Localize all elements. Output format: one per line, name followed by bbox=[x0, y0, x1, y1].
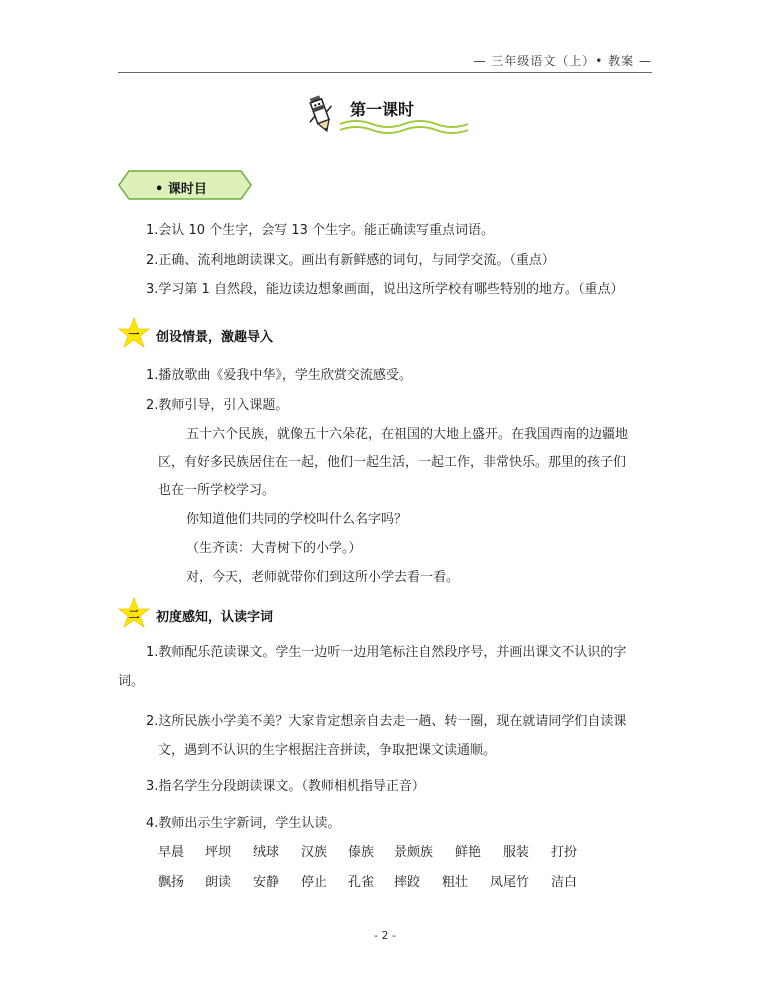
vocab-word: 汉族 bbox=[301, 845, 328, 860]
section-title: 创设情景，激趣导入 bbox=[156, 330, 274, 345]
paragraph-line: 区，有好多民族居住在一起，他们一起生活，一起工作，非常快乐。那里的孩子们 bbox=[158, 455, 627, 470]
vocab-word: 服装 bbox=[503, 845, 530, 860]
vocab-word: 傣族 bbox=[348, 845, 375, 860]
paragraph-line: 也在一所学校学习。 bbox=[158, 483, 276, 498]
lesson-title: 第一课时 bbox=[350, 100, 415, 119]
step-item: 3.指名学生分段朗读课文。（教师相机指导正音） bbox=[146, 779, 425, 794]
section-number: 二 bbox=[128, 608, 140, 621]
dialog-line: 你知道他们共同的学校叫什么名字吗？ bbox=[186, 512, 408, 527]
step-item: 4.教师出示生字新词，学生认读。 bbox=[146, 816, 341, 831]
step-item-continuation: 词。 bbox=[118, 674, 145, 689]
header-divider bbox=[118, 72, 652, 73]
vocab-word: 洁白 bbox=[551, 875, 578, 890]
paragraph-line: 五十六个民族，就像五十六朵花，在祖国的大地上盛开。在我国西南的边疆地 bbox=[186, 427, 629, 442]
dialog-line: 对，今天，老师就带你们到这所小学去看一看。 bbox=[186, 570, 460, 585]
vocab-word: 鲜艳 bbox=[455, 845, 482, 860]
vocab-word: 粗壮 bbox=[442, 875, 469, 890]
wave-decoration-icon bbox=[338, 118, 470, 136]
vocab-word: 打扮 bbox=[551, 845, 578, 860]
vocab-word: 飘扬 bbox=[158, 875, 185, 890]
vocab-word: 摔跤 bbox=[394, 875, 421, 890]
vocab-word: 坪坝 bbox=[205, 845, 232, 860]
step-item: 1.播放歌曲《爱我中华》，学生欣赏交流感受。 bbox=[146, 368, 412, 383]
section-number: 一 bbox=[128, 328, 140, 341]
step-item: 2.这所民族小学美不美？大家肯定想亲自去走一趟、转一圈，现在就请同学们自读课 bbox=[146, 714, 627, 729]
vocab-word: 绒球 bbox=[253, 845, 280, 860]
vocab-word: 朗读 bbox=[205, 875, 232, 890]
page-header: — 三年级语文（上）• 教案 — bbox=[473, 54, 652, 68]
step-item-continuation: 文，遇到不认识的生字根据注音拼读，争取把课文读通顺。 bbox=[158, 743, 497, 758]
vocab-word: 早晨 bbox=[158, 845, 185, 860]
dialog-line: （生齐读：大青树下的小学。） bbox=[186, 541, 362, 556]
vocab-word: 停止 bbox=[301, 875, 328, 890]
goal-item: 3.学习第 1 自然段，能边读边想象画面，说出这所学校有哪些特别的地方。（重点） bbox=[146, 282, 624, 297]
vocab-word: 孔雀 bbox=[348, 875, 375, 890]
step-item: 2.教师引导，引入课题。 bbox=[146, 398, 289, 413]
goal-item: 2.正确、流利地朗读课文。画出有新鲜感的词句，与同学交流。（重点） bbox=[146, 253, 555, 268]
vocab-word: 安静 bbox=[253, 875, 280, 890]
vocab-word: 凤尾竹 bbox=[490, 875, 530, 890]
goal-label: • 课时目 bbox=[155, 182, 207, 197]
step-item: 1.教师配乐范读课文。学生一边听一边用笔标注自然段序号，并画出课文不认识的字 bbox=[146, 645, 627, 660]
page-number: - 2 - bbox=[374, 929, 396, 942]
vocab-word: 景颇族 bbox=[394, 845, 434, 860]
section-title: 初度感知，认读字词 bbox=[156, 610, 274, 625]
goal-item: 1.会认 10 个生字，会写 13 个生字。能正确读写重点词语。 bbox=[146, 223, 495, 238]
